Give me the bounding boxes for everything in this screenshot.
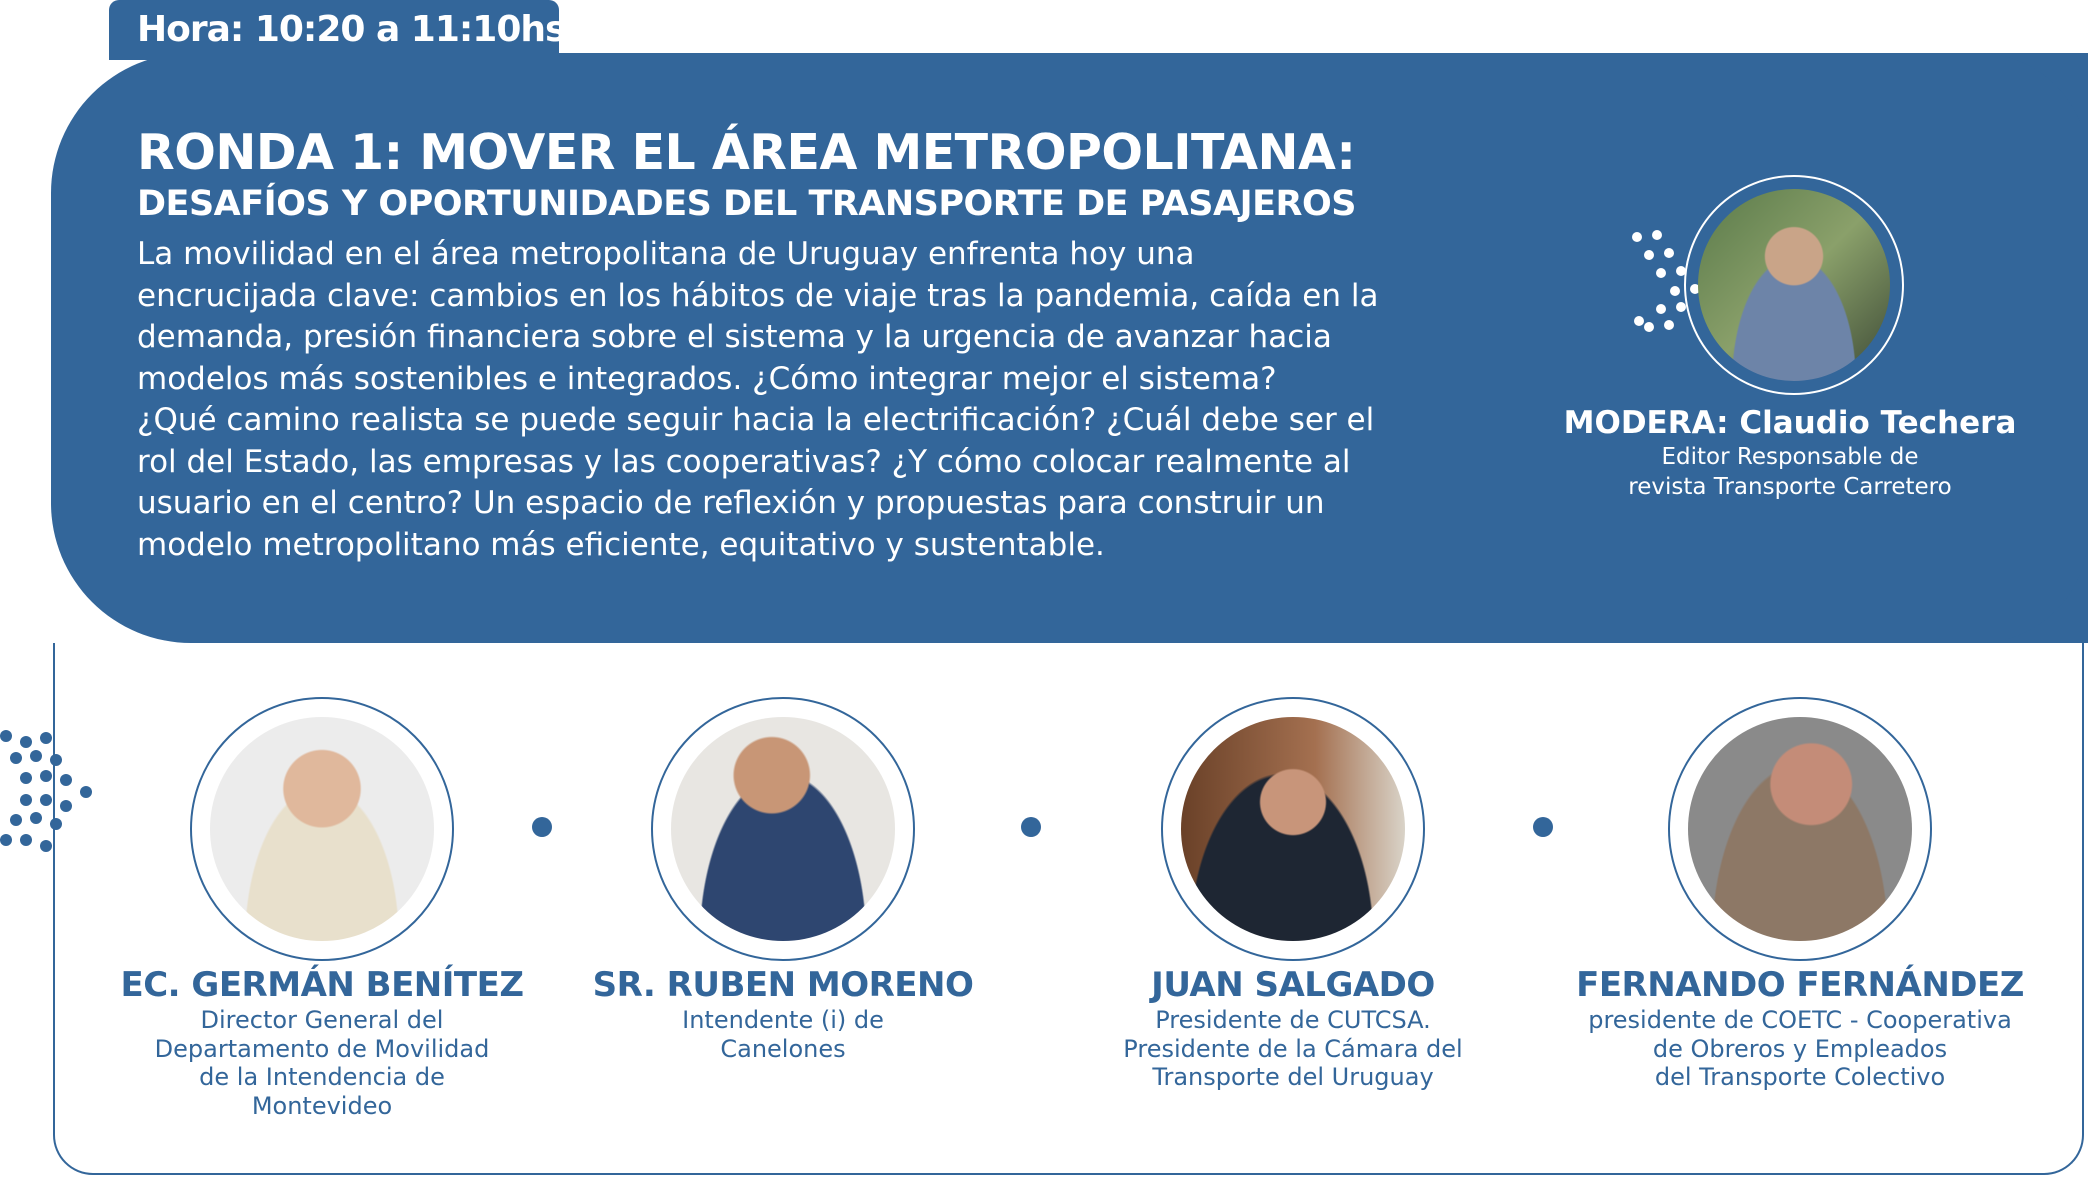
moderator-role: Editor Responsable de bbox=[1661, 444, 1919, 470]
speaker-name: JUAN SALGADO bbox=[1151, 965, 1435, 1005]
description-line: La movilidad en el área metropolitana de Uruguay enfrenta hoy una bbox=[137, 236, 1195, 272]
description-line: ¿Qué camino realista se puede seguir hacia la electrificación? ¿Cuál debe ser el bbox=[137, 402, 1375, 438]
role-line: presidente de COETC - Cooperativa bbox=[1588, 1006, 2012, 1034]
role-line: Director General del bbox=[200, 1006, 444, 1034]
speaker-photo bbox=[651, 697, 915, 961]
role-line: Transporte del Uruguay bbox=[1152, 1063, 1434, 1091]
speaker-role bbox=[62, 1006, 582, 1120]
speaker-role bbox=[1033, 1006, 1553, 1092]
moderator-role: revista Transporte Carretero bbox=[1628, 474, 1952, 500]
session-title: RONDA 1: MOVER EL ÁREA METROPOLITANA: bbox=[137, 124, 1356, 181]
description-line: encrucijada clave: cambios en los hábitos de viaje tras la pandemia, caída en la bbox=[137, 277, 1379, 314]
speaker-image bbox=[210, 717, 434, 941]
role-line: de Obreros y Empleados bbox=[1652, 1034, 1948, 1063]
speaker-name: SR. RUBEN MORENO bbox=[592, 965, 974, 1005]
session-description bbox=[137, 234, 1517, 566]
role-line: Canelones bbox=[720, 1034, 846, 1063]
speaker-name: FERNANDO FERNÁNDEZ bbox=[1576, 965, 2024, 1005]
role-line: Montevideo bbox=[251, 1091, 393, 1120]
separator-dot-icon bbox=[532, 817, 552, 837]
separator-dot-icon bbox=[1533, 817, 1553, 837]
speaker-photo bbox=[1161, 697, 1425, 961]
description-line: modelo metropolitano más eficiente, equitativo y sustentable. bbox=[137, 526, 1105, 563]
moderator-image bbox=[1698, 189, 1890, 381]
role-line: de la Intendencia de bbox=[199, 1063, 445, 1091]
speaker-image bbox=[1181, 717, 1405, 941]
description-line: demanda, presión financiera sobre el sistema y la urgencia de avanzar hacia bbox=[137, 319, 1332, 355]
session-time: Hora: 10:20 a 11:10hs. bbox=[137, 9, 579, 50]
role-line: Presidente de la Cámara del bbox=[1123, 1034, 1463, 1063]
role-line: del Transporte Colectivo bbox=[1654, 1063, 1946, 1091]
speaker-name: EC. GERMÁN BENÍTEZ bbox=[120, 965, 524, 1005]
speaker-photo bbox=[1668, 697, 1932, 961]
time-tab bbox=[109, 0, 579, 60]
description-line: usuario en el centro? Un espacio de reflexión y propuestas para construir un bbox=[137, 485, 1325, 521]
session-panel-edge bbox=[1900, 53, 2088, 643]
separator-dot-icon bbox=[1021, 817, 1041, 837]
description-line: rol del Estado, las empresas y las cooperativas? ¿Y cómo colocar realmente al bbox=[137, 443, 1351, 480]
role-line: Presidente de CUTCSA. bbox=[1155, 1006, 1431, 1034]
speaker-image bbox=[1688, 717, 1912, 941]
session-subtitle: DESAFÍOS Y OPORTUNIDADES DEL TRANSPORTE DE PASAJEROS bbox=[137, 184, 1356, 224]
speaker-role bbox=[1540, 1006, 2060, 1092]
speaker-role bbox=[523, 1006, 1043, 1063]
description-line: modelos más sostenibles e integrados. ¿Cómo integrar mejor el sistema? bbox=[137, 360, 1277, 397]
speaker-image bbox=[671, 717, 895, 941]
speaker-photo bbox=[190, 697, 454, 961]
moderator-name: MODERA: Claudio Techera bbox=[1563, 405, 2017, 441]
role-line: Intendente (i) de bbox=[682, 1006, 884, 1034]
role-line: Departamento de Movilidad bbox=[154, 1034, 490, 1063]
moderator-photo bbox=[1684, 175, 1904, 395]
